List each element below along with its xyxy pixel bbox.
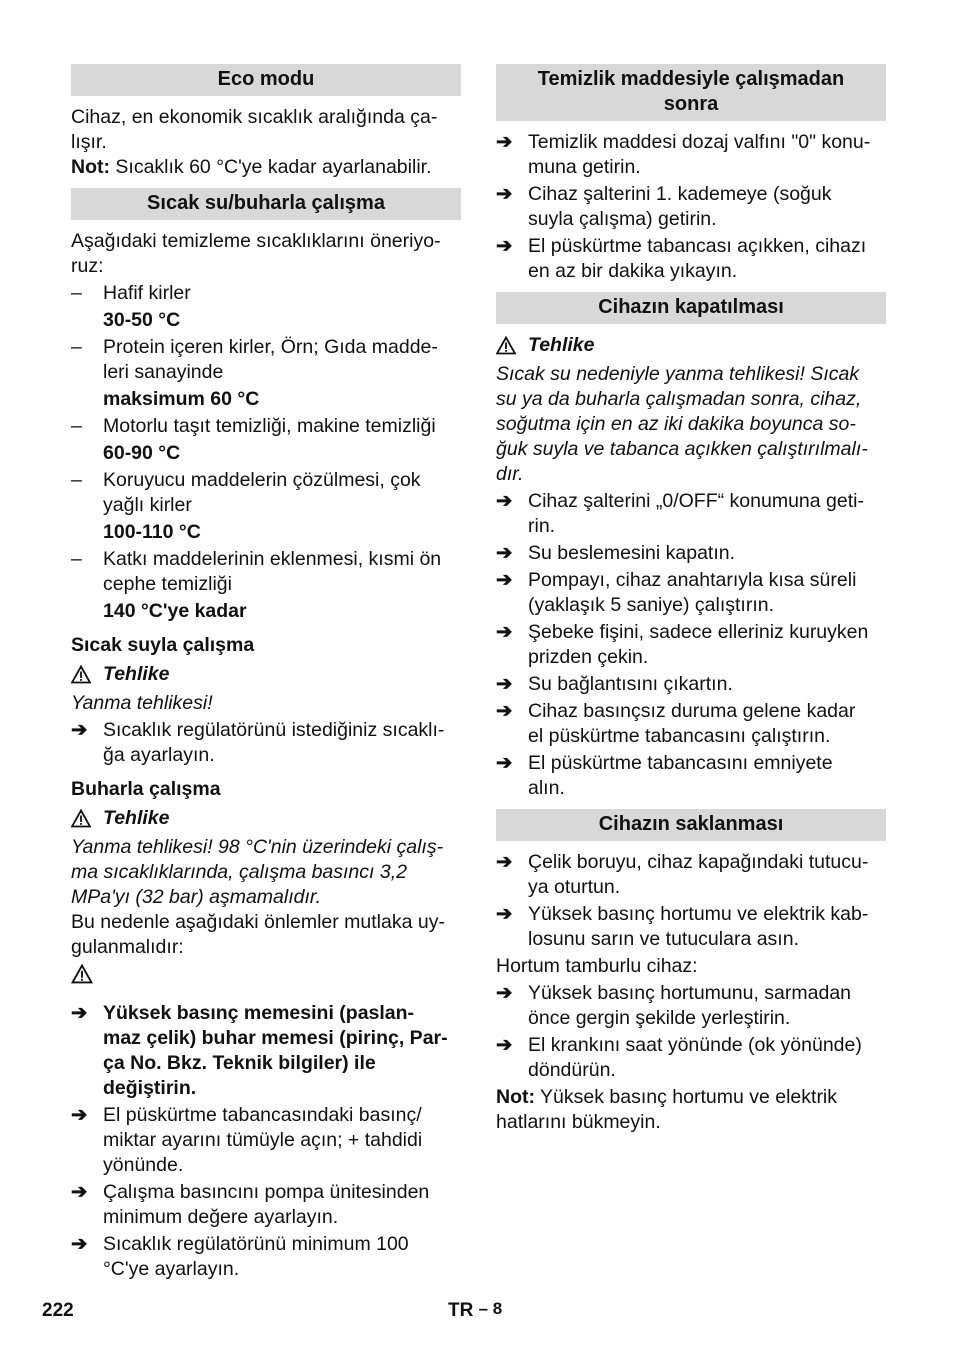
danger-label: Tehlike xyxy=(103,663,170,685)
step-item: ➔ Yüksek basınç memesini (paslan- maz çelik) buhar memesi (pirinç, Par- ça No. Bkz. Teknik bilgiler) ile değiştirin. xyxy=(71,1002,448,1099)
storage-note: Not: Yüksek basınç hortumu ve elektrik hatlarını bükmeyin. xyxy=(496,1086,838,1133)
step-item: ➔ El krankını saat yönünde (ok yönünde) döndürün. xyxy=(496,1034,862,1081)
arrow-icon: ➔ xyxy=(496,851,513,873)
steam-danger-text: Yanma tehlikesi! 98 °C'nin üzerindeki çalış- ma sıcaklıklarında, çalışma basıncı 3,2 MPa'yı (32 bar) aşmamalıdır. xyxy=(71,836,444,908)
footer-lang: TR – 8 xyxy=(448,1299,503,1321)
step-item: ➔ Pompayı, cihaz anahtarıyla kısa süreli (yaklaşık 5 saniye) çalıştırın. xyxy=(496,569,857,616)
arrow-icon: ➔ xyxy=(496,673,513,695)
warning-triangle-icon xyxy=(71,809,91,829)
arrow-icon: ➔ xyxy=(71,719,88,741)
arrow-icon: ➔ xyxy=(496,569,513,591)
step-item: ➔ Yüksek basınç hortumu ve elektrik kab- losunu sarın ve tutuculara asın. xyxy=(496,903,869,950)
step-item: ➔ Cihaz basınçsız duruma gelene kadar el püskürtme tabancasını çalıştırın. xyxy=(496,700,856,747)
temp-item: – Motorlu taşıt temizliği, makine temizliği xyxy=(71,415,436,437)
step-item: ➔ Temizlik maddesi dozaj valfını "0" konu- muna getirin. xyxy=(496,131,871,178)
hotwater-danger-text: Yanma tehlikesi! xyxy=(71,692,213,714)
step-item: ➔ Şebeke fişini, sadece elleriniz kuruyken prizden çekin. xyxy=(496,621,869,668)
arrow-icon: ➔ xyxy=(496,131,513,153)
temp-item: – Hafif kirler xyxy=(71,282,191,304)
arrow-icon: ➔ xyxy=(71,1181,88,1203)
shutdown-heading: Cihazın kapatılması xyxy=(496,292,886,324)
hotwater-danger xyxy=(71,662,461,687)
arrow-icon: ➔ xyxy=(496,982,513,1004)
hot-intro-1: Aşağıdaki temizleme sıcaklıklarını öneriyo- xyxy=(71,230,441,252)
arrow-icon: ➔ xyxy=(496,490,513,512)
step-item: ➔ Çalışma basıncını pompa ünitesinden minimum değere ayarlayın. xyxy=(71,1181,430,1228)
arrow-icon: ➔ xyxy=(71,1233,88,1255)
step-item: ➔ Sıcaklık regülatörünü istediğiniz sıcaklı- ğa ayarlayın. xyxy=(71,719,445,766)
warning-triangle-icon xyxy=(496,336,516,356)
step-item: ➔ Yüksek basınç hortumunu, sarmadan önce gergin şekilde yerleştirin. xyxy=(496,982,852,1029)
steam-title: Buharla çalışma xyxy=(71,778,221,800)
right-column xyxy=(496,64,886,1135)
eco-heading: Eco modu xyxy=(71,64,461,96)
temp-item: – Katkı maddelerinin eklenmesi, kısmi ön cephe temizliği xyxy=(71,548,442,595)
eco-note xyxy=(71,155,461,180)
arrow-icon: ➔ xyxy=(496,183,513,205)
hotwater-title: Sıcak suyla çalışma xyxy=(71,634,255,656)
storage-heading: Cihazın saklanması xyxy=(496,809,886,841)
arrow-icon: ➔ xyxy=(496,235,513,257)
eco-note-text: Sıcaklık 60 °C'ye kadar ayarlanabilir. xyxy=(109,156,432,178)
step-item: ➔ Cihaz şalterini „0/OFF“ konumuna geti- rin. xyxy=(496,490,864,537)
step-item: ➔ El püskürtme tabancası açıkken, cihazı en az bir dakika yıkayın. xyxy=(496,235,867,282)
step-item: ➔ El püskürtme tabancasındaki basınç/ miktar ayarını tümüyle açın; + tahdidi yönünde. xyxy=(71,1104,423,1176)
eco-note-label: Not: xyxy=(71,156,110,178)
temp-item: – Protein içeren kirler, Örn; Gıda madde- leri sanayinde xyxy=(71,336,438,383)
arrow-icon: ➔ xyxy=(496,621,513,643)
eco-text-2: lışır. xyxy=(71,131,107,153)
temp-item: – Koruyucu maddelerin çözülmesi, çok yağlı kirler xyxy=(71,469,421,516)
hot-intro-2: ruz: xyxy=(71,255,104,277)
warning-triangle-icon xyxy=(71,665,91,685)
storage-note-label: Not: xyxy=(496,1086,535,1108)
temp-value: maksimum 60 °C xyxy=(103,388,260,410)
arrow-icon: ➔ xyxy=(496,700,513,722)
shutdown-danger xyxy=(496,333,886,358)
hot-heading: Sıcak su/buharla çalışma xyxy=(71,188,461,220)
arrow-icon: ➔ xyxy=(496,542,513,564)
warning-triangle-icon xyxy=(71,964,461,991)
step-item: ➔ Sıcaklık regülatörünü minimum 100 °C'ye ayarlayın. xyxy=(71,1233,409,1280)
shutdown-danger-text: Sıcak su nedeniyle yanma tehlikesi! Sıcak su ya da buharla çalışmadan sonra, cihaz, soğutma için en az iki dakika boyunca so- ğuk suyla ve tabanca açıkken çalıştırılmalı- dır. xyxy=(496,363,868,485)
danger-label: Tehlike xyxy=(103,807,170,829)
step-item: ➔ El püskürtme tabancasını emniyete alın. xyxy=(496,752,833,799)
arrow-icon: ➔ xyxy=(496,903,513,925)
temp-value: 30-50 °C xyxy=(103,309,181,331)
step-item: ➔ Çelik boruyu, cihaz kapağındaki tutucu- ya oturtun. xyxy=(496,851,869,898)
temp-value: 100-110 °C xyxy=(103,521,201,543)
temp-value: 140 °C'ye kadar xyxy=(103,600,247,622)
arrow-icon: ➔ xyxy=(496,1034,513,1056)
arrow-icon: ➔ xyxy=(496,752,513,774)
arrow-icon: ➔ xyxy=(71,1104,88,1126)
page-number: 222 xyxy=(42,1300,74,1321)
arrow-icon: ➔ xyxy=(71,1002,88,1024)
after-heading: Temizlik maddesiyle çalışmadan sonra xyxy=(496,64,886,121)
left-column xyxy=(71,64,461,1282)
step-item: ➔ Su bağlantısını çıkartın. xyxy=(496,673,733,695)
step-item: ➔ Cihaz şalterini 1. kademeye (soğuk suyla çalışma) getirin. xyxy=(496,183,832,230)
steam-danger xyxy=(71,806,461,831)
danger-label: Tehlike xyxy=(528,334,595,356)
steam-measures: Bu nedenle aşağıdaki önlemler mutlaka uy- gulanmalıdır: xyxy=(71,911,445,958)
eco-text-1: Cihaz, en ekonomik sıcaklık aralığında ça- xyxy=(71,106,438,128)
step-item: ➔ Su beslemesini kapatın. xyxy=(496,542,736,564)
drum-text: Hortum tamburlu cihaz: xyxy=(496,955,698,977)
temp-value: 60-90 °C xyxy=(103,442,181,464)
